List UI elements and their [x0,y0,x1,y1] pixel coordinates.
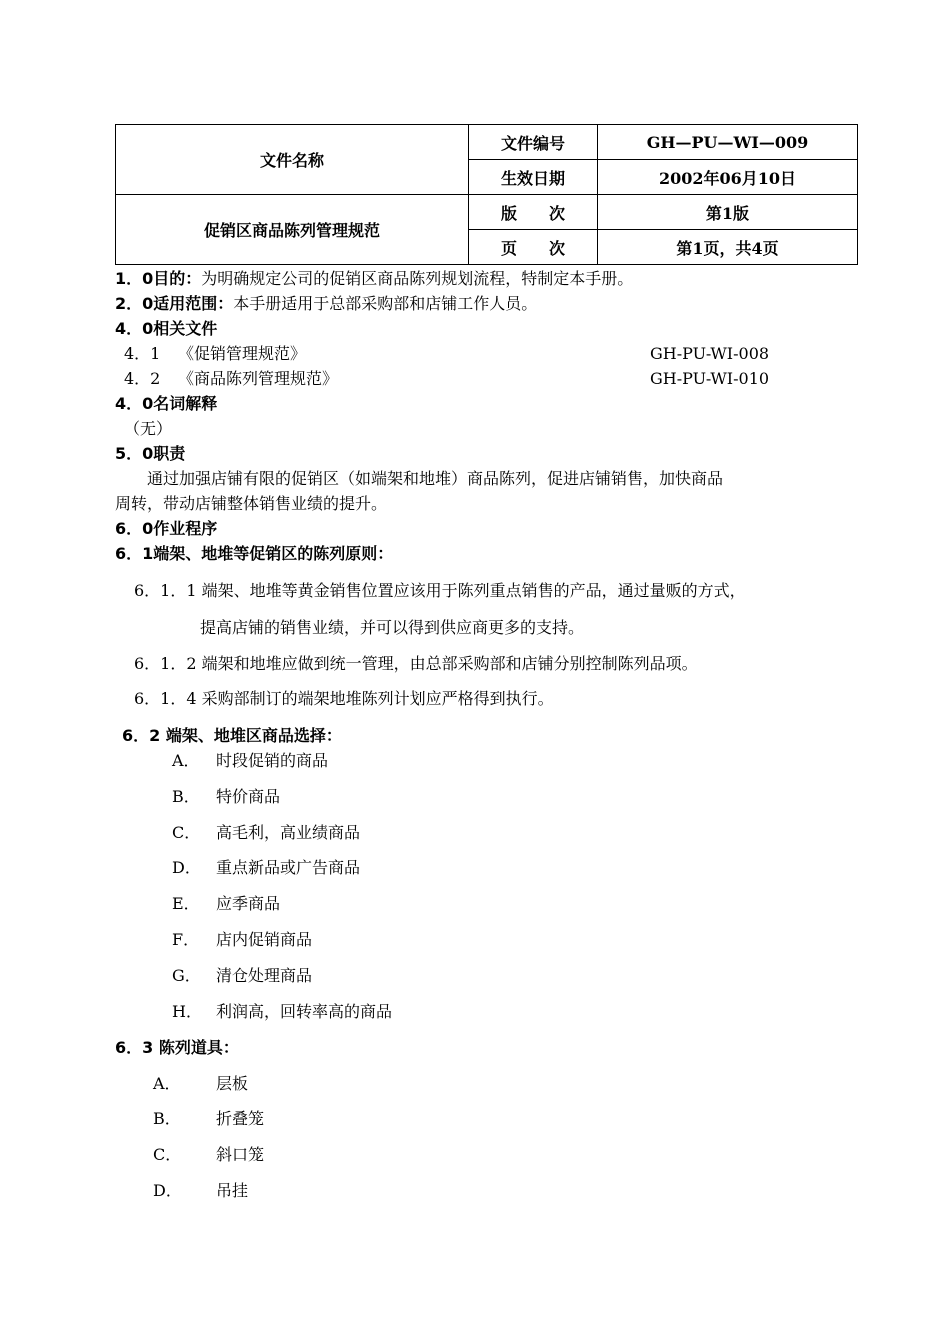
section-6-1-heading: 6．1端架、地堆等促销区的陈列原则： [115,544,394,563]
list-item-letter: G． [172,966,201,985]
list-item-letter: C． [153,1145,182,1164]
para-6-1-1-line1: 6．1．1 端架、地堆等黄金销售位置应该用于陈列重点销售的产品，通过量贩的方式， [134,581,746,600]
effective-date-label: 生效日期 [469,160,598,195]
doc-name-value: 促销区商品陈列管理规范 [116,195,469,265]
related-doc-2-num: 4．2 [124,369,161,388]
section-duties-line2: 周转，带动店铺整体销售业绩的提升。 [115,494,388,513]
list-item-letter: A． [153,1074,181,1093]
list-item-letter: B． [153,1109,181,1128]
related-doc-1-code: GH-PU-WI-008 [650,344,770,363]
para-6-1-1-line2: 提高店铺的销售业绩，并可以得到供应商更多的支持。 [200,618,585,637]
related-doc-2-code: GH-PU-WI-010 [650,369,770,388]
list-item-text: 重点新品或广告商品 [216,858,361,877]
para-6-1-2: 6．1．2 端架和地堆应做到统一管理，由总部采购部和店铺分别控制陈列品项。 [134,654,698,673]
list-item-text: 应季商品 [216,894,281,913]
related-doc-1-title: 《促销管理规范》 [178,344,307,363]
list-item-text: 利润高，回转率高的商品 [216,1002,393,1021]
section-terms-text: （无） [124,419,173,438]
list-item-text: 吊挂 [216,1181,249,1200]
list-item-text: 店内促销商品 [216,930,313,949]
list-item-text: 清仓处理商品 [216,966,313,985]
list-item-letter: C． [172,823,201,842]
version-value: 第1版 [598,195,858,230]
list-item-text: 特价商品 [216,787,281,806]
doc-code-value: GH—PU—WI—009 [598,125,858,160]
section-scope [115,293,537,315]
list-item-text: 时段促销的商品 [216,751,329,770]
version-label: 版 次 [469,195,598,230]
doc-name-label: 文件名称 [116,125,469,195]
related-doc-2-title: 《商品陈列管理规范》 [178,369,339,388]
doc-code-label: 文件编号 [469,125,598,160]
list-item-letter: F． [172,930,200,949]
list-item-text: 高毛利，高业绩商品 [216,823,361,842]
section-scope-text: 本手册适用于总部采购部和店铺工作人员。 [233,294,538,313]
effective-date-value: 2002年06月10日 [598,160,858,195]
list-item-letter: H． [172,1002,202,1021]
document-header-table [115,124,858,265]
page-label: 页 次 [469,230,598,265]
related-doc-1-num: 4．1 [124,344,161,363]
list-item-letter: D． [172,858,201,877]
page-value: 第1页，共4页 [598,230,858,265]
list-item-letter: B． [172,787,200,806]
section-terms-heading: 4．0名词解释 [115,394,218,413]
section-purpose [115,268,633,290]
section-related-docs-heading: 4．0相关文件 [115,319,218,338]
list-item-letter: D． [153,1181,182,1200]
list-item-letter: A． [172,751,200,770]
section-duties-line1: 通过加强店铺有限的促销区（如端架和地堆）商品陈列，促进店铺销售，加快商品 [147,469,724,488]
list-item-text: 斜口笼 [216,1145,265,1164]
list-item-text: 层板 [216,1074,249,1093]
section-purpose-text: 为明确规定公司的促销区商品陈列规划流程，特制定本手册。 [201,269,634,288]
section-scope-heading: 2．0适用范围： [115,294,234,313]
section-procedure-heading: 6．0作业程序 [115,519,218,538]
para-6-1-4: 6．1．4 采购部制订的端架地堆陈列计划应严格得到执行。 [134,689,554,708]
section-duties-heading: 5．0职责 [115,444,186,463]
section-6-3-heading: 6．3 陈列道具： [115,1038,239,1057]
section-purpose-heading: 1．0目的： [115,269,202,288]
section-6-2-heading: 6．2 端架、地堆区商品选择： [122,726,342,745]
list-item-letter: E． [172,894,200,913]
list-item-text: 折叠笼 [216,1109,265,1128]
